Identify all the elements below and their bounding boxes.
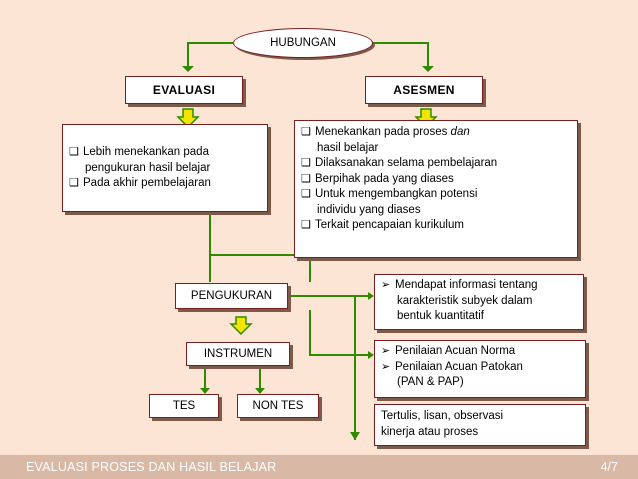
non-tes-label: NON TES xyxy=(252,400,304,412)
list-item-continued: bentuk kuantitatif xyxy=(397,310,484,322)
list-item: ➢ Penilaian Acuan Patokan xyxy=(381,360,579,376)
footer-title: EVALUASI PROSES DAN HASIL BELAJAR xyxy=(26,460,277,474)
root-label: HUBUNGAN xyxy=(270,37,336,49)
root-node xyxy=(233,28,373,58)
connector-root-evaluasi xyxy=(188,43,233,70)
list-item-continued: hasil belajar xyxy=(317,141,379,154)
pengukuran-box xyxy=(175,283,288,309)
teknik-box xyxy=(374,404,586,446)
list-item: ➢ Penilaian Acuan Norma xyxy=(381,344,579,360)
page-number: 4/7 xyxy=(600,460,618,474)
arrow-bullet-icon: ➢ xyxy=(381,345,391,357)
arrow-bullet-icon: ➢ xyxy=(381,360,391,373)
teknik-line: kinerja atau proses xyxy=(381,425,479,438)
instrumen-box xyxy=(186,342,290,366)
list-item: ❑ Menekankan pada proses dan xyxy=(301,125,571,141)
instrumen-label: INSTRUMEN xyxy=(203,348,273,360)
block-arrow-pengukuran xyxy=(231,317,251,334)
connector-trunk-penilaian xyxy=(310,310,372,355)
checkbox-bullet-icon: ❑ xyxy=(69,177,79,189)
connector-root-asesmen xyxy=(373,43,428,70)
list-item-continued: karakteristik subyek dalam xyxy=(397,294,533,307)
footer-bar xyxy=(0,455,638,479)
arrowhead xyxy=(422,66,434,72)
list-item: ❑ Lebih menekankan pada xyxy=(69,145,261,161)
evaluasi-box xyxy=(125,76,243,104)
arrowhead xyxy=(182,66,194,72)
pengukuran-label: PENGUKURAN xyxy=(190,290,273,302)
list-item: ❑ Dilaksanakan selama pembelajaran xyxy=(301,156,571,172)
asesmen-list xyxy=(294,120,578,258)
list-item: ❑ Untuk mengembangkan potensi xyxy=(301,187,571,203)
tes-box xyxy=(149,394,219,418)
list-item: ❑ Berpihak pada yang diases xyxy=(301,172,571,188)
penilaian-box xyxy=(374,340,586,398)
evaluasi-list xyxy=(62,124,268,212)
list-item: ❑ Terkait pencapaian kurikulum xyxy=(301,218,571,234)
list-item-continued: individu yang diases xyxy=(317,203,421,216)
checkbox-bullet-icon: ❑ xyxy=(301,157,311,169)
list-item-continued: (PAN & PAP) xyxy=(397,376,464,388)
list-item-continued: pengukuran hasil belajar xyxy=(85,161,211,174)
checkbox-bullet-icon: ❑ xyxy=(301,219,311,231)
checkbox-bullet-icon: ❑ xyxy=(301,126,311,138)
pengukuran-note xyxy=(374,274,584,330)
list-item: ❑ Pada akhir pembelajaran xyxy=(69,176,261,192)
arrowhead xyxy=(350,432,360,440)
asesmen-title: ASESMEN xyxy=(393,83,455,97)
evaluasi-title: EVALUASI xyxy=(152,83,216,97)
arrow-bullet-icon: ➢ xyxy=(381,279,391,291)
tes-label: TES xyxy=(172,400,196,412)
checkbox-bullet-icon: ❑ xyxy=(301,172,311,185)
teknik-line: Tertulis, lisan, observasi xyxy=(381,410,504,422)
checkbox-bullet-icon: ❑ xyxy=(301,188,311,200)
list-item: ➢ Mendapat informasi tentang xyxy=(381,278,577,294)
non-tes-box xyxy=(237,394,319,418)
checkbox-bullet-icon: ❑ xyxy=(69,146,79,158)
asesmen-box xyxy=(365,76,483,104)
